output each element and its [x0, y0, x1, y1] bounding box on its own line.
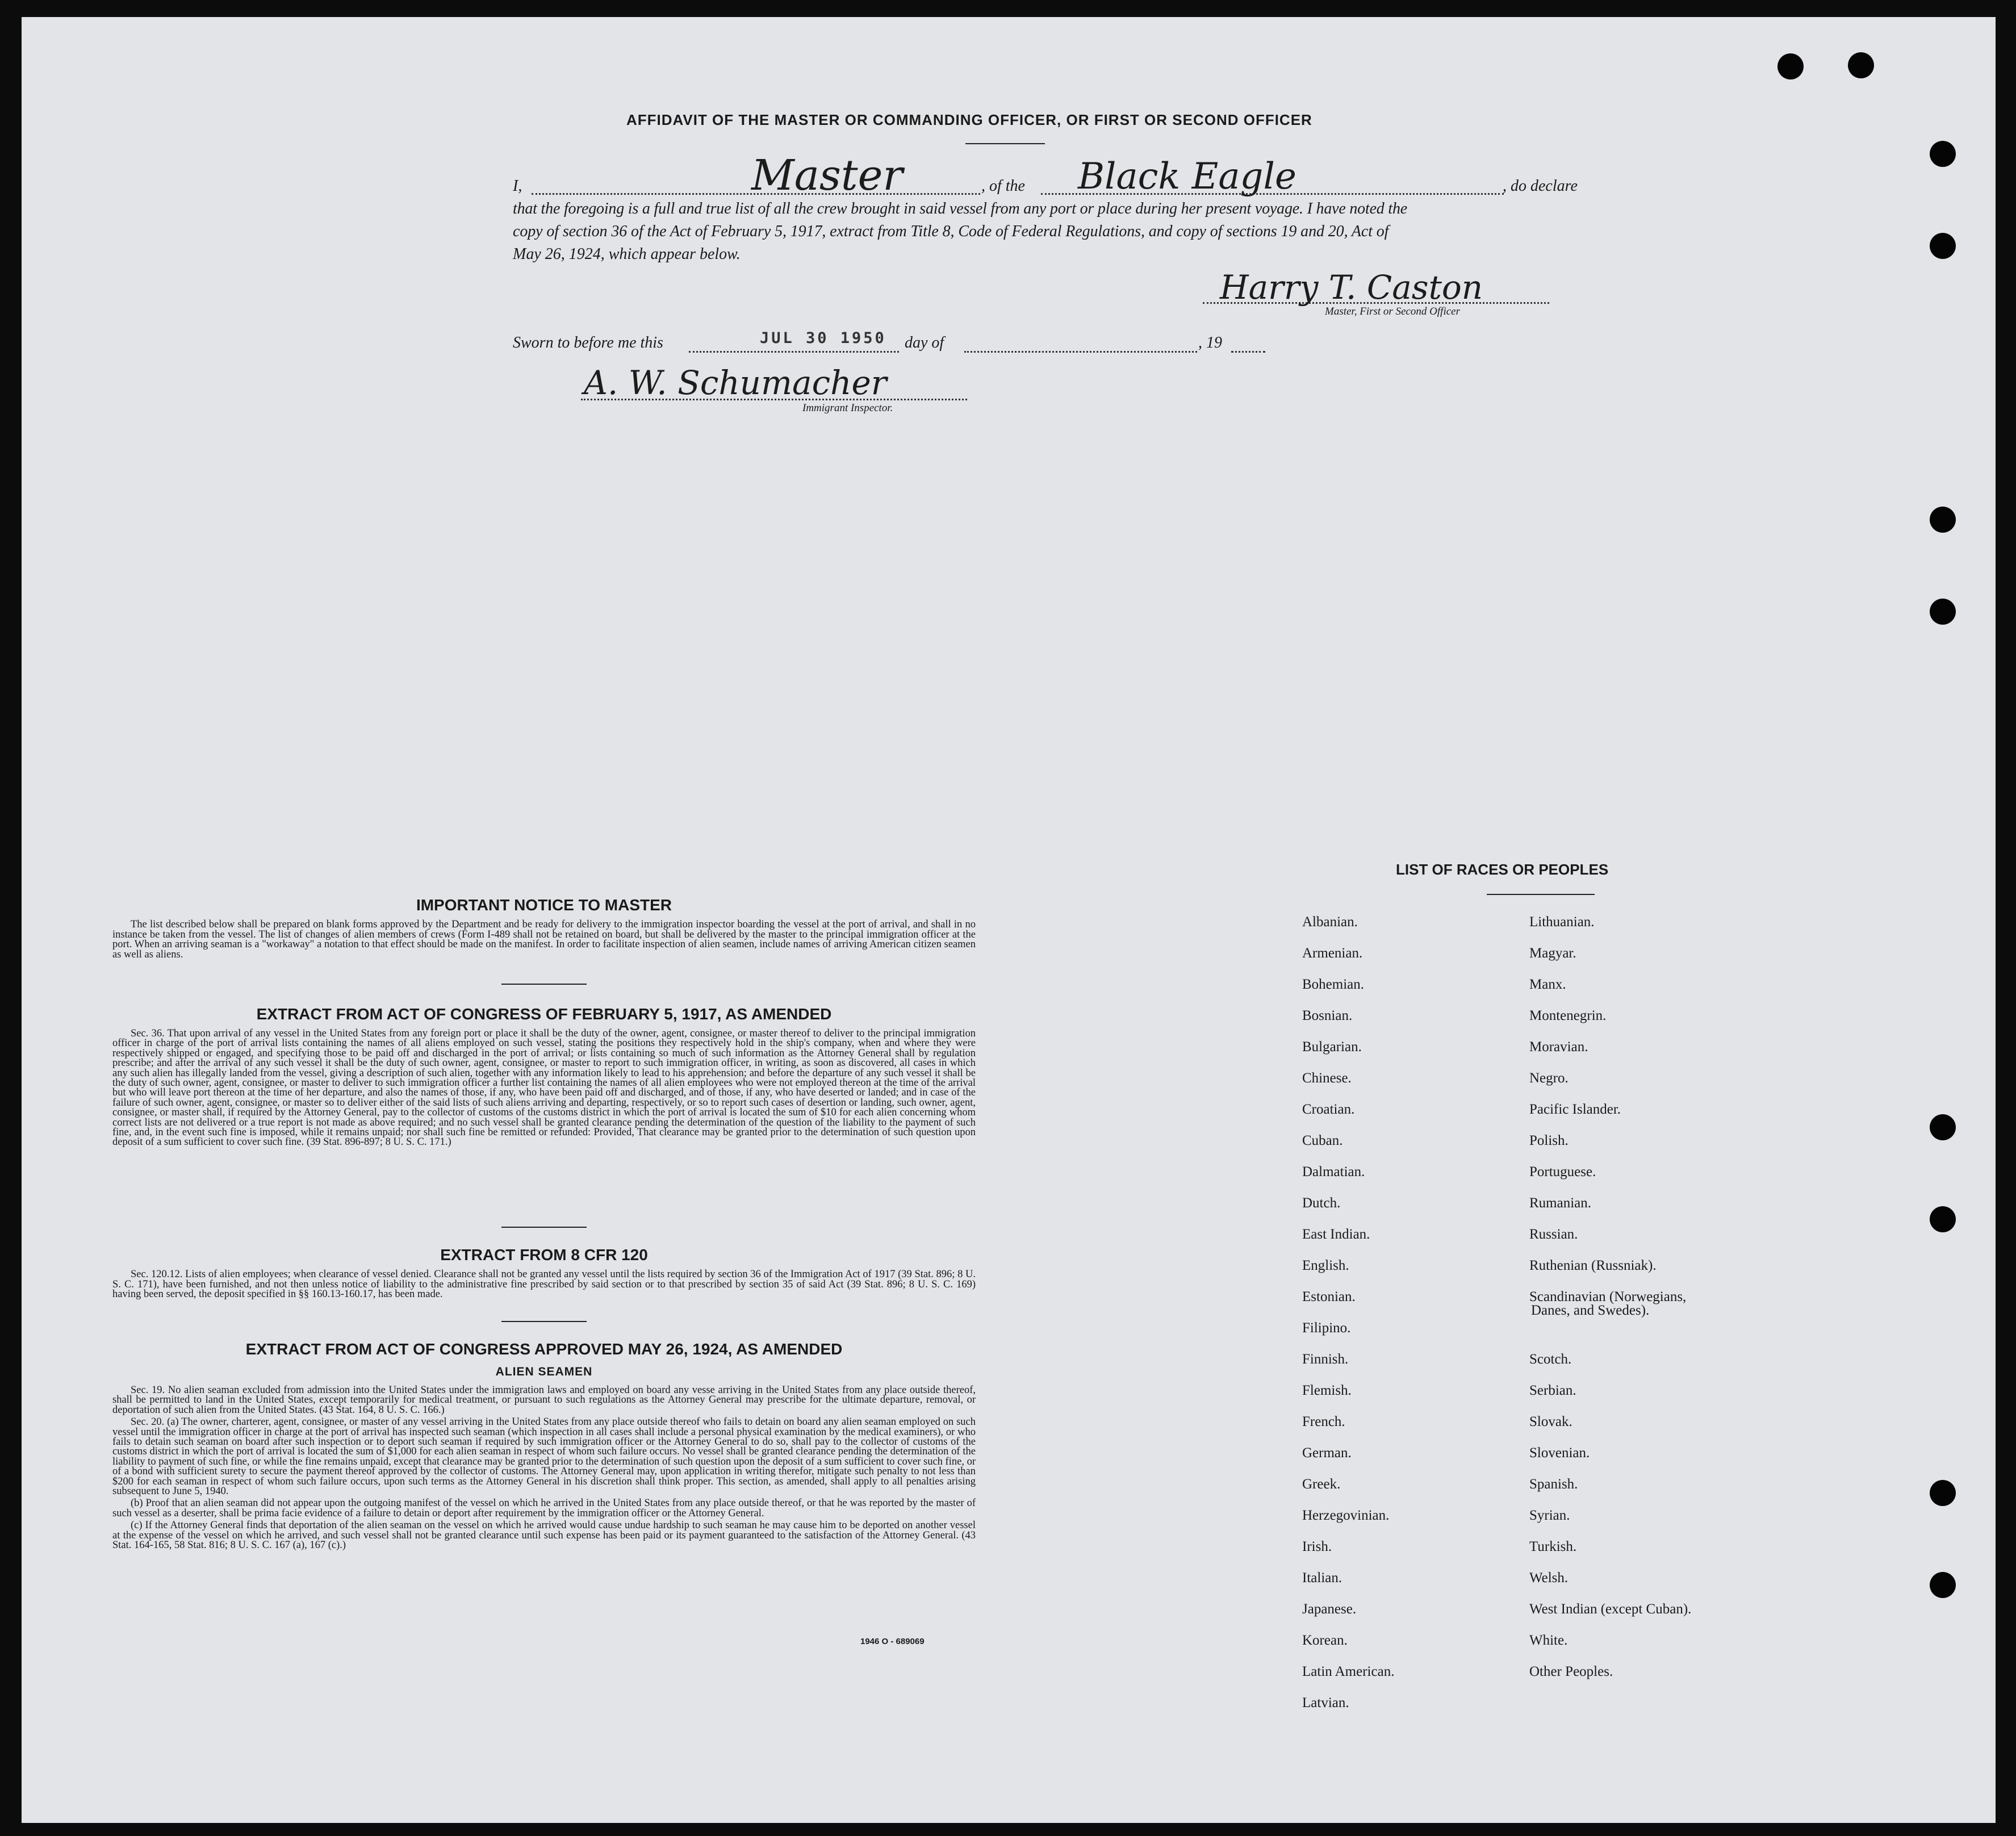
race-item: Lithuanian. [1529, 914, 1595, 930]
binder-hole [1930, 1114, 1956, 1140]
races-title: LIST OF RACES OR PEOPLES [1396, 861, 1609, 878]
section-divider [501, 984, 587, 985]
race-item: Pacific Islander. [1529, 1102, 1621, 1117]
race-item: Bohemian. [1302, 977, 1365, 992]
race-item: Ruthenian (Russniak). [1529, 1258, 1657, 1273]
race-item: Welsh. [1529, 1570, 1569, 1586]
extract-1917-title: EXTRACT FROM ACT OF CONGRESS OF FEBRUARY 5, 1917, AS AMENDED [256, 1005, 832, 1023]
declaration-line-3: copy of section 36 of the Act of February 5, 1917, extract from Title 8, Code of Federal Regulations, and copy of sections 19 and 20, Act of [513, 223, 1389, 240]
binder-hole [1930, 1206, 1956, 1232]
sworn-year-line [1231, 351, 1265, 353]
race-item: Other Peoples. [1529, 1664, 1613, 1679]
race-item: Italian. [1302, 1570, 1342, 1586]
race-item: Armenian. [1302, 946, 1363, 961]
sworn-label: Sworn to before me this [513, 334, 663, 352]
race-item: Dalmatian. [1302, 1164, 1365, 1180]
race-item: Manx. [1529, 977, 1566, 992]
race-item: White. [1529, 1633, 1568, 1648]
notice-body [112, 920, 976, 962]
binder-hole [1930, 233, 1956, 259]
of-the-label: , of the [981, 177, 1025, 195]
race-item: Portuguese. [1529, 1164, 1596, 1180]
extract-cfr-title: EXTRACT FROM 8 CFR 120 [440, 1246, 648, 1264]
race-item-continuation: Danes, and Swedes). [1531, 1303, 1650, 1318]
extract-cfr-body [112, 1270, 976, 1302]
race-item: Slovak. [1529, 1414, 1572, 1429]
binder-hole [1930, 599, 1956, 625]
extract-1924-body [112, 1386, 976, 1553]
race-item: Montenegrin. [1529, 1008, 1607, 1023]
inspector-caption: Immigrant Inspector. [802, 402, 893, 414]
extract-1917-body [112, 1029, 976, 1150]
race-item: West Indian (except Cuban). [1529, 1601, 1692, 1617]
binder-hole [1930, 141, 1956, 167]
race-item: Latin American. [1302, 1664, 1395, 1679]
race-item: French. [1302, 1414, 1345, 1429]
print-code: 1946 O - 689069 [860, 1637, 925, 1646]
race-item: Latvian. [1302, 1695, 1349, 1710]
declaration-intro: I, [513, 177, 522, 195]
race-item: East Indian. [1302, 1227, 1370, 1242]
race-item: Bosnian. [1302, 1008, 1353, 1023]
extract-1924-title: EXTRACT FROM ACT OF CONGRESS APPROVED MAY 26, 1924, AS AMENDED [245, 1340, 843, 1358]
race-item: German. [1302, 1445, 1352, 1461]
race-item: Scandinavian (Norwegians, [1529, 1289, 1687, 1304]
section-20a-text: Sec. 20. (a) The owner, charterer, agent, consignee, or master of any vessel arriving in the United States from any place outside thereof who fails to detain on board any alien seaman employed on such vessel until the immigration officer in charge at the port of arrival has inspected such seaman (which inspection in all cases shall include a personal physical examination by the medical examiners), or who fails to detain such seaman on board after such inspection or to deport such seaman if required by such immigration officer or the Attorney General to do so, shall pay to the collector of customs of the customs district in which the port of arrival is located the sum of $1,000 for each alien seaman in respect of whom such failure occurs. No vessel shall be granted clearance pending the determination of the liability to payment of such fine, or while the fine remains unpaid, except that clearance may be granted prior to the determination of such question upon the deposit of a sum sufficient to cover such fine, or of a bond with sufficient surety to secure the payment thereof approved by the collector of customs. The Attorney General may, upon application in writing therefor, mitigate such penalty to not less than $200 for each seaman in respect of whom such failure occurs, upon such terms as the Attorney General in his discretion shall think proper. This section, as amended, shall apply to all penalties arising subsequent to June 5, 1940. [112, 1416, 976, 1498]
race-item: Scotch. [1529, 1352, 1572, 1367]
race-item: Bulgarian. [1302, 1039, 1362, 1055]
race-item: Negro. [1529, 1070, 1569, 1086]
declaration-line-2: that the foregoing is a full and true list of all the crew brought in said vessel from any port or place during her present voyage. I have noted the [513, 200, 1407, 218]
master-signature-caption: Master, First or Second Officer [1325, 306, 1461, 317]
inspector-signature-handwriting: A. W. Schumacher [584, 363, 887, 402]
notice-title: IMPORTANT NOTICE TO MASTER [416, 896, 672, 914]
section-20b-text: (b) Proof that an alien seaman did not appear upon the outgoing manifest of the vessel on which he arrived in the United States from any place outside thereof, or that he was reported by the master of such vessel as a deserter, shall be prima facie evidence of a failure to detain or deport after requirement by the immigration officer or the Attorney General. [112, 1498, 976, 1519]
race-item: Magyar. [1529, 946, 1576, 961]
race-item: Estonian. [1302, 1289, 1356, 1304]
binder-hole [1930, 1572, 1956, 1598]
section-19-text: Sec. 19. No alien seaman excluded from admission into the United States under the immigration laws and employed on board any vesse arriving in the United States from any place outside thereof, shall be permitted to land in the United States, except temporarily for medical treatment, or pursuant to such regulations as the Attorney General may prescribe for the ultimate departure, removal, or deportation of such alien from the United States. (43 Stat. 164, 8 U. S. C. 166.) [112, 1385, 976, 1416]
race-item: Syrian. [1529, 1508, 1570, 1523]
race-item: Polish. [1529, 1133, 1569, 1148]
race-item: English. [1302, 1258, 1349, 1273]
date-stamp: JUL 30 1950 [760, 329, 886, 347]
race-item: Filipino. [1302, 1320, 1351, 1336]
race-item: Korean. [1302, 1633, 1348, 1648]
race-item: Japanese. [1302, 1601, 1357, 1617]
day-of-label: day of [905, 334, 944, 352]
master-signature-handwriting: Harry T. Caston [1220, 268, 1483, 307]
race-item: Rumanian. [1529, 1195, 1592, 1211]
race-item: Flemish. [1302, 1383, 1352, 1398]
master-name-handwriting: Master [751, 151, 903, 200]
extract-cfr-text: Sec. 120.12. Lists of alien employees; when clearance of vessel denied. Clearance shall not be granted any vessel until the lists required by section 36 of the Immigration Act of 1917 (39 Stat. 896; 8 U. S. C. 171), have been furnished, and not then unless notice of liability to the administrative fine prescribed by said section or to that prescribed by section 35 of said Act (39 Stat. 896; 8 U. S. C. 169) having been served, the deposit specified in §§ 160.13-160.17, has been made. [112, 1269, 976, 1300]
binder-hole [1848, 52, 1874, 78]
race-item: Dutch. [1302, 1195, 1341, 1211]
affidavit-title: AFFIDAVIT OF THE MASTER OR COMMANDING OFFICER, OR FIRST OR SECOND OFFICER [626, 111, 1312, 128]
race-item: Serbian. [1529, 1383, 1576, 1398]
race-item: Finnish. [1302, 1352, 1349, 1367]
section-divider [501, 1227, 587, 1228]
document-page [22, 17, 1996, 1823]
section-20c-text: (c) If the Attorney General finds that deportation of the alien seaman on the vessel on which he arrived would cause undue hardship to such seaman he may cause him to be deported on another vessel at the expense of the vessel on which he arrived, and such vessel shall not be granted clearance until such expense has been paid or its payment guaranteed to the satisfaction of the Attorney General. (43 Stat. 164-165, 58 Stat. 816; 8 U. S. C. 167 (a), 167 (c).) [112, 1520, 976, 1551]
race-item: Moravian. [1529, 1039, 1588, 1055]
do-declare-label: , do declare [1503, 177, 1578, 195]
vessel-name-handwriting: Black Eagle [1078, 156, 1296, 198]
binder-hole [1777, 53, 1804, 80]
race-item: Albanian. [1302, 914, 1358, 930]
race-item: Greek. [1302, 1477, 1341, 1492]
race-item: Chinese. [1302, 1070, 1352, 1086]
race-item: Russian. [1529, 1227, 1578, 1242]
race-item: Irish. [1302, 1539, 1332, 1554]
declaration-line-4: May 26, 1924, which appear below. [513, 245, 741, 263]
title-divider [965, 143, 1045, 144]
binder-hole [1930, 507, 1956, 533]
race-item: Cuban. [1302, 1133, 1343, 1148]
sworn-day-line [689, 351, 899, 353]
extract-1917-text: Sec. 36. That upon arrival of any vessel in the United States from any foreign port or place it shall be the duty of the owner, agent, consignee, or master thereof to deliver to the principal immigration officer in charge of the port of arrival lists containing the names of all aliens employed on such vessel, stating the positions they respectively hold in the ship's company, when and where they were respectively shipped or engaged, and specifying those to be paid off and discharged in the port of arrival; or lists containing so much of such information as the Attorney General shall by regulation prescribe; and after the arrival of any such vessel it shall be the duty of such owner, agent, consignee, or master to report to such immigration officer, in writing, as soon as discovered, all cases in which any such alien has illegally landed from the vessel, giving a description of such alien, together with any information likely to lead to his apprehension; and before the departure of any such vessel it shall be the duty of such owner, agent, consignee, or master to deliver to such immigration officer a further list containing the names of all alien employees who were not employed thereon at the time of the arrival but who will leave port thereon at the time of her departure, and also the names of those, if any, who have been paid off and discharged, and of those, if any, who have deserted or landed; and in case of the failure of such owner, agent, consignee, or master so to deliver either of the said lists of such aliens arriving and departing, respectively, or so to report such cases of desertion or landing, such owner, agent, consignee, or master shall, if required by the Attorney General, pay to the collector of customs of the customs district in which the port of arrival is located the sum of $10 for each alien concerning whom correct lists are not delivered or a true report is not made as above required; and no such vessel shall be granted clearance pending the determination of the question of the liability to the payment of such fine, and, in the event such fine is imposed, while it remains unpaid; nor shall such fine be remitted or refunded: Provided, That clearance may be granted prior to the determination of such question upon deposit of a sum sufficient to cover such fine. (39 Stat. 896-897; 8 U. S. C. 171.) [112, 1028, 976, 1148]
extract-1924-subtitle: ALIEN SEAMEN [495, 1365, 593, 1378]
section-divider [501, 1321, 587, 1322]
races-title-divider [1487, 894, 1595, 895]
year-prefix-label: , 19 [1198, 334, 1222, 352]
race-item: Slovenian. [1529, 1445, 1590, 1461]
race-item: Herzegovinian. [1302, 1508, 1390, 1523]
binder-hole [1930, 1480, 1956, 1506]
notice-text: The list described below shall be prepared on blank forms approved by the Department and be ready for delivery to the immigration inspector boarding the vessel at the port of arrival, and shall in no instance be taken from the vessel. The list of changes of alien members of crews (Form I-489 shall not be retained on board, but shall be delivered by the master to the principal immigration officer at the port. When an arriving seaman is a "workaway" a notation to that effect should be made on the manifest. In order to facilitate inspection of alien seamen, include names of arriving American citizen seamen as well as aliens. [112, 919, 976, 960]
race-item: Spanish. [1529, 1477, 1578, 1492]
sworn-month-line [964, 351, 1197, 353]
race-item: Croatian. [1302, 1102, 1355, 1117]
race-item: Turkish. [1529, 1539, 1577, 1554]
